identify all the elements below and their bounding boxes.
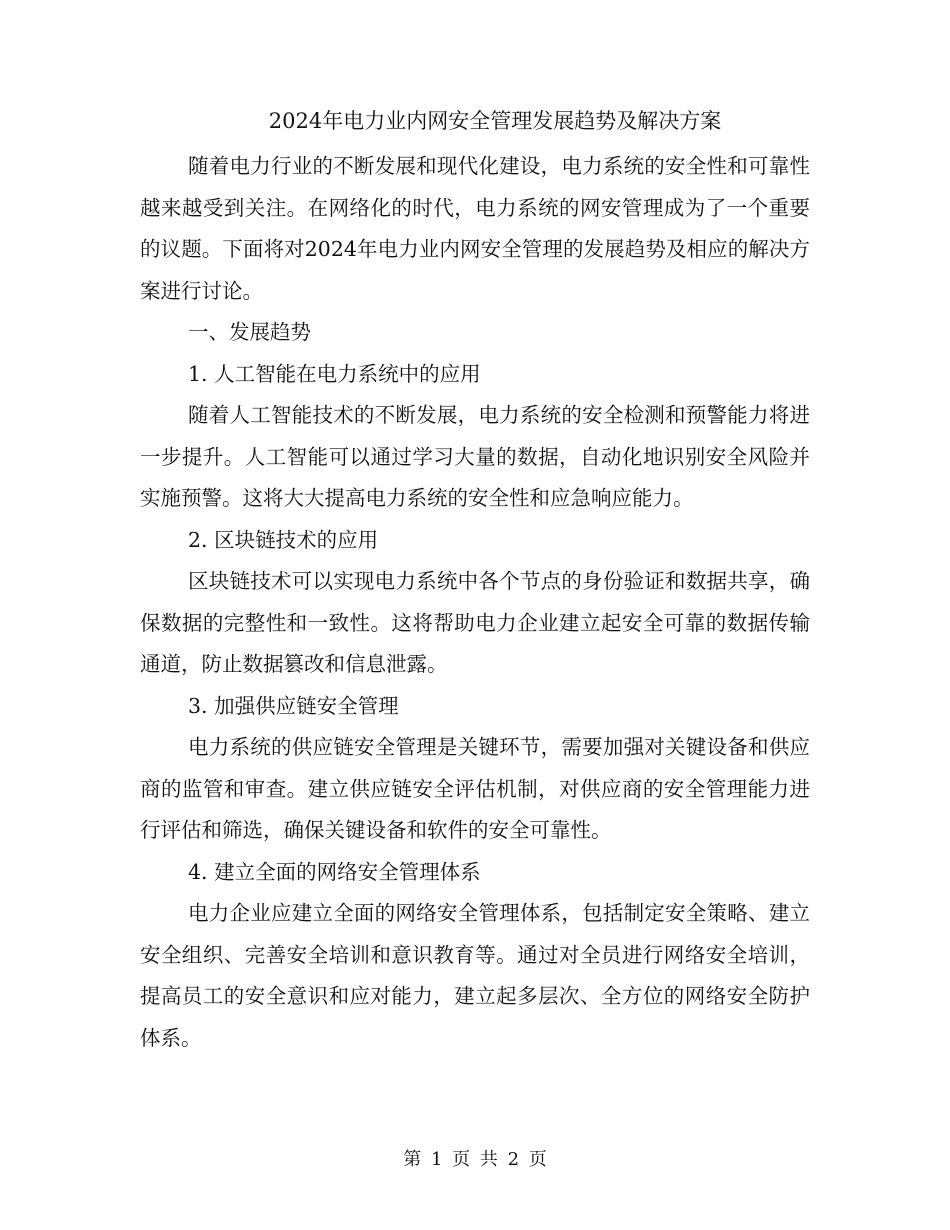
document-title: 2024年电力业内网安全管理发展趋势及解决方案 (268, 109, 722, 133)
document-body (140, 146, 810, 1059)
page-number-footer: 第 1 页 共 2 页 (403, 1149, 547, 1170)
item-paragraph-supply-chain: 电力系统的供应链安全管理是关键环节，需要加强对关键设备和供应商的监管和审查。建立供应链安全评估机制，对供应商的安全管理能力进行评估和筛选，确保关键设备和软件的安全可靠性。 (140, 735, 810, 842)
item-heading-supply-chain: 3. 加强供应链安全管理 (188, 693, 399, 718)
item-heading-security-system: 4. 建立全面的网络安全管理体系 (188, 859, 481, 884)
section-heading-trends: 一、发展趋势 (188, 320, 311, 344)
item-paragraph-blockchain: 区块链技术可以实现电力系统中各个节点的身份验证和数据共享，确保数据的完整性和一致性。这将帮助电力企业建立起安全可靠的数据传输通道，防止数据篡改和信息泄露。 (140, 569, 810, 676)
item-paragraph-security-system: 电力企业应建立全面的网络安全管理体系，包括制定安全策略、建立安全组织、完善安全培训和意识教育等。通过对全员进行网络安全培训，提高员工的安全意识和应对能力，建立起多层次、全方位的网络安全防护体系。 (140, 901, 810, 1050)
item-heading-blockchain: 2. 区块链技术的应用 (188, 527, 379, 552)
intro-paragraph: 随着电力行业的不断发展和现代化建设，电力系统的安全性和可靠性越来越受到关注。在网络化的时代，电力系统的网安管理成为了一个重要的议题。下面将对2024年电力业内网安全管理的发展趋势及相应的解决方案进行讨论。 (140, 154, 810, 303)
item-heading-ai: 1. 人工智能在电力系统中的应用 (188, 361, 481, 386)
item-paragraph-ai: 随着人工智能技术的不断发展，电力系统的安全检测和预警能力将进一步提升。人工智能可以通过学习大量的数据，自动化地识别安全风险并实施预警。这将大大提高电力系统的安全性和应急响应能力。 (140, 403, 810, 510)
